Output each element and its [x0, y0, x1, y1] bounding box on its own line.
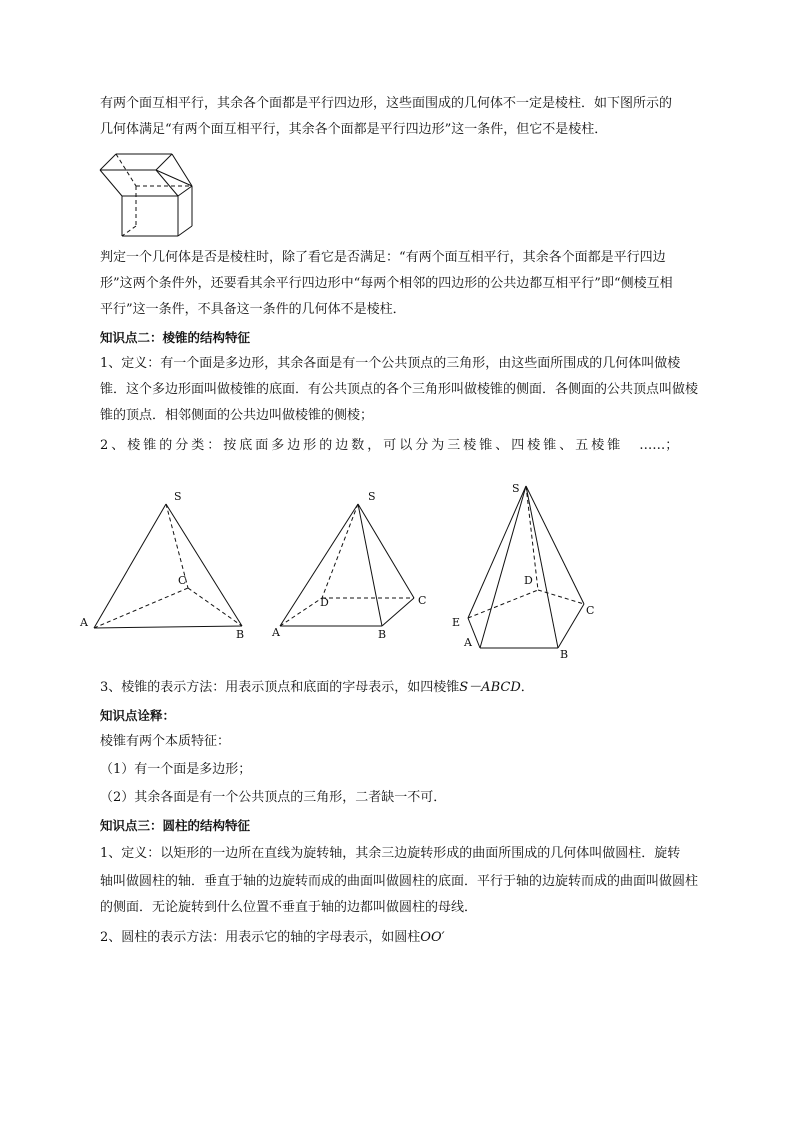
label-d: D	[320, 596, 329, 609]
para2-line3: 平行”这一条件，不具备这一条件的几何体不是棱柱．	[100, 302, 406, 317]
label-d: D	[524, 574, 533, 587]
pentagonal-pyramid	[452, 482, 594, 661]
label-b: B	[236, 628, 245, 641]
edge	[358, 504, 382, 626]
para2-line2: 形”这两个条件外，还要看其余平行四边形中“每两个相邻的四边形的公共边都互相平行”即“侧棱互相	[100, 276, 673, 291]
label-b: B	[560, 648, 569, 661]
edge	[94, 626, 242, 628]
kp2-heading: 知识点二：棱锥的结构特征	[100, 330, 251, 345]
kp2-def-line3: 锥的顶点．相邻侧面的公共边叫做棱锥的侧棱；	[100, 408, 374, 423]
edge	[382, 598, 414, 626]
edge	[526, 486, 584, 604]
kp2-def-line2: 锥．这个多边形面叫做棱锥的底面．有公共顶点的各个三角形叫做棱锥的侧面．各侧面的公共顶点叫做棱	[100, 382, 699, 397]
label-a: A	[80, 616, 88, 629]
note-line1: 棱锥有两个本质特征：	[100, 734, 231, 749]
edge	[94, 504, 166, 628]
label-c: C	[178, 574, 187, 587]
non-prism-figure	[96, 148, 206, 238]
label-s: S	[368, 490, 376, 503]
edge	[178, 226, 192, 236]
edge	[538, 590, 584, 604]
quadrangular-pyramid	[271, 490, 426, 641]
math-s-abcd: S－ABCD	[459, 680, 521, 695]
note-item2: （2）其余各面是有一个公共顶点的三角形，二者缺一不可．	[100, 790, 447, 805]
para1-line2: 几何体满足“有两个面互相平行，其余各个面都是平行四边形”这一条件，但它不是棱柱．	[100, 122, 608, 137]
edge	[156, 170, 178, 196]
kp2-classification: 2、棱锥的分类：按底面多边形的边数，可以分为三棱锥、四棱锥、五棱锥 ……；	[100, 438, 679, 453]
kp3-def-line1: 1、定义：以矩形的一边所在直线为旋转轴，其余三边旋转形成的曲面所围成的几何体叫做圆柱．旋转	[100, 846, 681, 861]
kp3-def-line2: 轴叫做圆柱的轴．垂直于轴的边旋转而成的曲面叫做圆柱的底面．平行于轴的边旋转而成的曲面叫做圆柱	[100, 874, 699, 889]
edge	[526, 486, 558, 648]
note-heading: 知识点诠释：	[100, 708, 176, 723]
edge	[480, 486, 526, 648]
kp3-def-line3: 的侧面．无论旋转到什么位置不垂直于轴的边都叫做圆柱的母线．	[100, 900, 478, 915]
kp3-representation: 2、圆柱的表示方法：用表示它的轴的字母表示，如圆柱OO′	[100, 930, 445, 945]
edge	[188, 588, 242, 626]
edge	[94, 588, 188, 628]
label-s: S	[512, 482, 520, 495]
math-oo-prime: OO′	[420, 930, 445, 945]
edge	[100, 154, 116, 170]
edge	[280, 598, 322, 626]
para2-line1: 判定一个几何体是否是棱柱时，除了看它是否满足：“有两个面互相平行，其余各个面都是平行四边	[100, 250, 666, 265]
edge	[178, 186, 192, 196]
edge	[166, 504, 242, 626]
edge	[100, 170, 122, 196]
label-s: S	[174, 490, 182, 503]
note-item1: （1）有一个面是多边形；	[100, 762, 252, 777]
kp3-heading: 知识点三：圆柱的结构特征	[100, 818, 251, 833]
pyramids-figure	[76, 476, 616, 666]
kp2-def-line1: 1、定义：有一个面是多边形，其余各面是有一个公共顶点的三角形，由这些面所围成的几何体叫做棱	[100, 356, 681, 371]
label-e: E	[452, 616, 461, 629]
edge	[122, 226, 136, 236]
edge	[156, 154, 172, 170]
label-b: B	[378, 628, 387, 641]
para1-line1: 有两个面互相平行，其余各个面都是平行四边形，这些面围成的几何体不一定是棱柱．如下图所示的	[100, 96, 673, 111]
edge	[468, 486, 526, 618]
kp2-representation: 3、棱锥的表示方法：用表示顶点和底面的字母表示，如四棱锥S－ABCD．	[100, 680, 534, 695]
triangular-pyramid	[79, 490, 244, 641]
label-a: A	[272, 626, 280, 639]
edge	[358, 504, 414, 598]
label-a: A	[464, 636, 472, 649]
edge	[558, 604, 584, 648]
edge	[280, 504, 358, 626]
label-c: C	[418, 594, 427, 607]
label-c: C	[586, 604, 595, 617]
